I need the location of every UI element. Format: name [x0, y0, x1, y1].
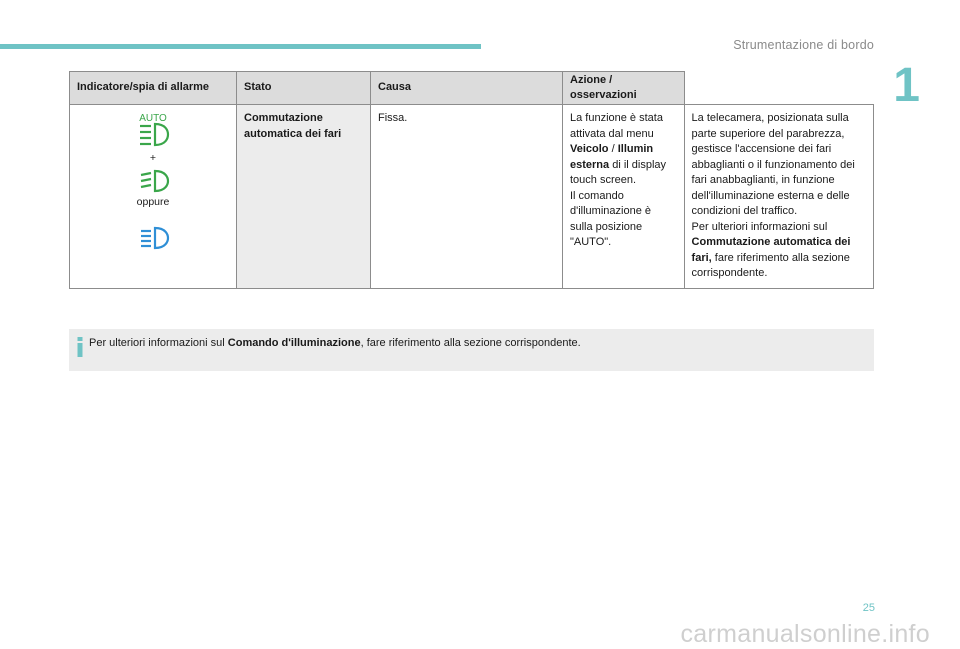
- column-header: Stato: [237, 72, 371, 105]
- section-title: Strumentazione di bordo: [733, 38, 874, 52]
- plus-sign: +: [149, 152, 157, 164]
- column-header: Causa: [371, 72, 563, 105]
- submenu-name: Illumin esterna: [570, 143, 654, 171]
- or-text: oppure: [136, 195, 170, 208]
- auto-headlamp-icon: [133, 111, 173, 149]
- feature-name: Commutazione automatica dei fari,: [691, 236, 851, 264]
- header-accent-bar: [0, 44, 481, 49]
- column-header: Azione / osservazioni: [563, 72, 685, 105]
- action-text: Per ulteriori informazioni sul: [691, 220, 828, 233]
- dipped-beam-icon: [133, 169, 173, 193]
- cause-text: di il display touch screen.: [570, 158, 666, 186]
- state-cell: Fissa.: [371, 105, 563, 289]
- info-note: [69, 329, 874, 371]
- cause-cell: [563, 105, 685, 289]
- table-header-row: [70, 72, 874, 105]
- main-beam-icon: [133, 226, 173, 250]
- action-cell: [684, 105, 873, 289]
- cause-text: La funzione è stata attivata dal menu: [570, 112, 663, 140]
- column-header: Indicatore/spia di allarme: [70, 72, 237, 105]
- page-number: 25: [862, 602, 875, 614]
- indicator-icons-cell: [70, 105, 237, 289]
- indicator-name-cell: Commutazione automatica dei fari: [237, 105, 371, 289]
- table-row: [70, 105, 874, 289]
- menu-name: Veicolo: [570, 143, 609, 155]
- watermark: carmanualsonline.info: [680, 620, 930, 648]
- action-text: fare riferimento alla sezione corrispondente.: [691, 251, 850, 279]
- info-reference: Comando d'illuminazione: [227, 337, 361, 349]
- info-icon: [76, 337, 84, 357]
- chapter-number: 1: [893, 59, 920, 112]
- action-text: La telecamera, posizionata sulla parte superiore del parabrezza, gestisce l'accensione dei fari abbaglianti o il funzionamento dei fari anabbaglianti, in funzione dell'illuminazione esterna e delle condizioni del traffico.: [691, 112, 855, 217]
- svg-text:AUTO: AUTO: [139, 113, 167, 124]
- cause-text: Il comando d'illuminazione è sulla posizione "AUTO".: [570, 189, 651, 248]
- info-text: Per ulteriori informazioni sul: [89, 337, 228, 349]
- warning-lamp-table: [69, 71, 874, 289]
- menu-separator: /: [608, 143, 618, 155]
- info-text: , fare riferimento alla sezione corrispondente.: [360, 337, 581, 349]
